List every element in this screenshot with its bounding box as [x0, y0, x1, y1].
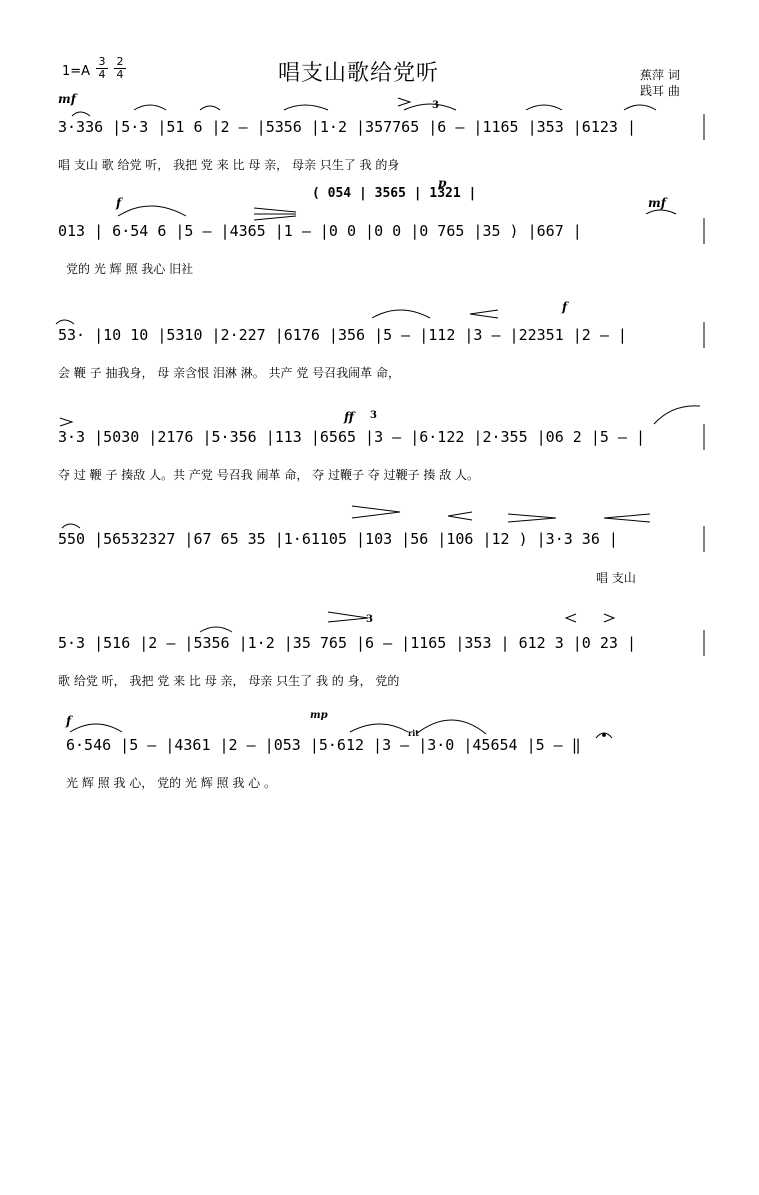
lyrics-line: 夺 过 鞭 子 揍敌 人。共 产党 号召我 闹革 命， 夺 过鞭子 夺 过鞭子 揍 敌 人。 [58, 468, 480, 482]
composer-credit: 践耳 曲 [640, 84, 680, 98]
time-signature-2-4: 2 4 [114, 56, 126, 81]
slur-mark [200, 106, 220, 110]
hairpin-mark [448, 512, 472, 520]
dynamic-mark: f [66, 714, 72, 728]
notation-line: 5·3 |516 |2 – |5356 |1·2 |35 765 |6 – |1165 |353 | 612 3 |0 23 | [58, 634, 636, 652]
slur-mark [284, 105, 328, 110]
triplet-mark: 3 [432, 100, 439, 111]
slur-mark [624, 105, 656, 110]
tempo-mark: rit [408, 728, 419, 738]
hairpin-mark [470, 310, 498, 318]
triplet-mark: 3 [370, 410, 377, 421]
lyrics-line: 唱 支山 歌 给党 听， 我把 党 来 比 母 亲， 母亲 只生了 我 的身 [58, 158, 400, 172]
lyrics-line: 歌 给党 听， 我把 党 来 比 母 亲， 母亲 只生了 我 的 身， 党的 [58, 674, 400, 688]
accent-mark [398, 98, 410, 106]
slur-mark [200, 627, 232, 632]
lyricist-credit: 蕉萍 词 [640, 68, 680, 82]
lyrics-line: 党的 光 辉 照 我心 旧社 [66, 262, 194, 276]
notation-line: 013 | 6·54 6 |5 – |4365 |1 – |0 0 |0 0 |0 765 |35 ) |667 | [58, 222, 582, 240]
notation-line: 550 |56532327 |67 65 35 |1·61105 |103 |56 |106 |12 ) |3·3 36 | [58, 530, 618, 548]
slur-mark [134, 105, 166, 110]
lyrics-line: 唱 支山 [596, 571, 636, 585]
notation-line: 3·3 |5030 |2176 |5·356 |113 |6565 |3 – |6·122 |2·355 |06 2 |5 – | [58, 428, 645, 446]
slur-mark [350, 724, 408, 732]
slur-mark [646, 210, 676, 214]
dynamic-mark: ff [344, 410, 354, 424]
hairpin-mark [352, 506, 400, 518]
hairpin-mark [508, 514, 556, 522]
slur-mark [372, 310, 430, 318]
song-title: 唱支山歌给党听 [278, 61, 440, 86]
slur-mark [118, 206, 186, 216]
notation-line: 3·336 |5·3 |51 6 |2 – |5356 |1·2 |357765 |6 – |1165 |353 |6123 | [58, 118, 636, 136]
hairpin-mark [566, 614, 576, 622]
key-signature: 1=A [62, 64, 91, 79]
slur-mark [70, 724, 122, 732]
dynamic-mark: mf [58, 92, 76, 106]
accent-mark [604, 614, 614, 622]
dynamic-mark: p [438, 176, 447, 190]
dynamic-mark: f [562, 300, 568, 314]
notation-line: 6·546 |5 – |4361 |2 – |053 |5·612 |3 – |3·0 |45654 |5 – ‖ [66, 736, 581, 754]
hairpin-mark [328, 612, 368, 622]
triplet-mark: 3 [366, 614, 373, 625]
slur-mark [62, 524, 80, 528]
interlude-line: ( 054 | 3565 | 1321 | [312, 186, 477, 201]
dynamic-mark: mf [648, 196, 666, 210]
slur-mark [72, 112, 90, 116]
slur-mark [654, 406, 700, 424]
dynamic-mark: f [116, 196, 122, 210]
slur-mark [404, 104, 456, 110]
time-signature-3-4: 3 4 [96, 56, 108, 81]
dynamic-mark: mp [310, 710, 328, 721]
fermata-dot [603, 734, 606, 737]
accent-mark [60, 418, 72, 426]
slur-mark [56, 320, 74, 324]
slur-mark [416, 720, 486, 734]
lyrics-line: 光 辉 照 我 心， 党的 光 辉 照 我 心 。 [66, 776, 276, 790]
hairpin-mark [604, 514, 650, 522]
slur-mark [526, 105, 562, 110]
notation-line: 53· |10 10 |5310 |2·227 |6176 |356 |5 – |112 |3 – |22351 |2 – | [58, 326, 627, 344]
lyrics-line: 会 鞭 子 抽我身， 母 亲含恨 泪淋 淋。 共产 党 号召我闹革 命， [58, 366, 400, 380]
